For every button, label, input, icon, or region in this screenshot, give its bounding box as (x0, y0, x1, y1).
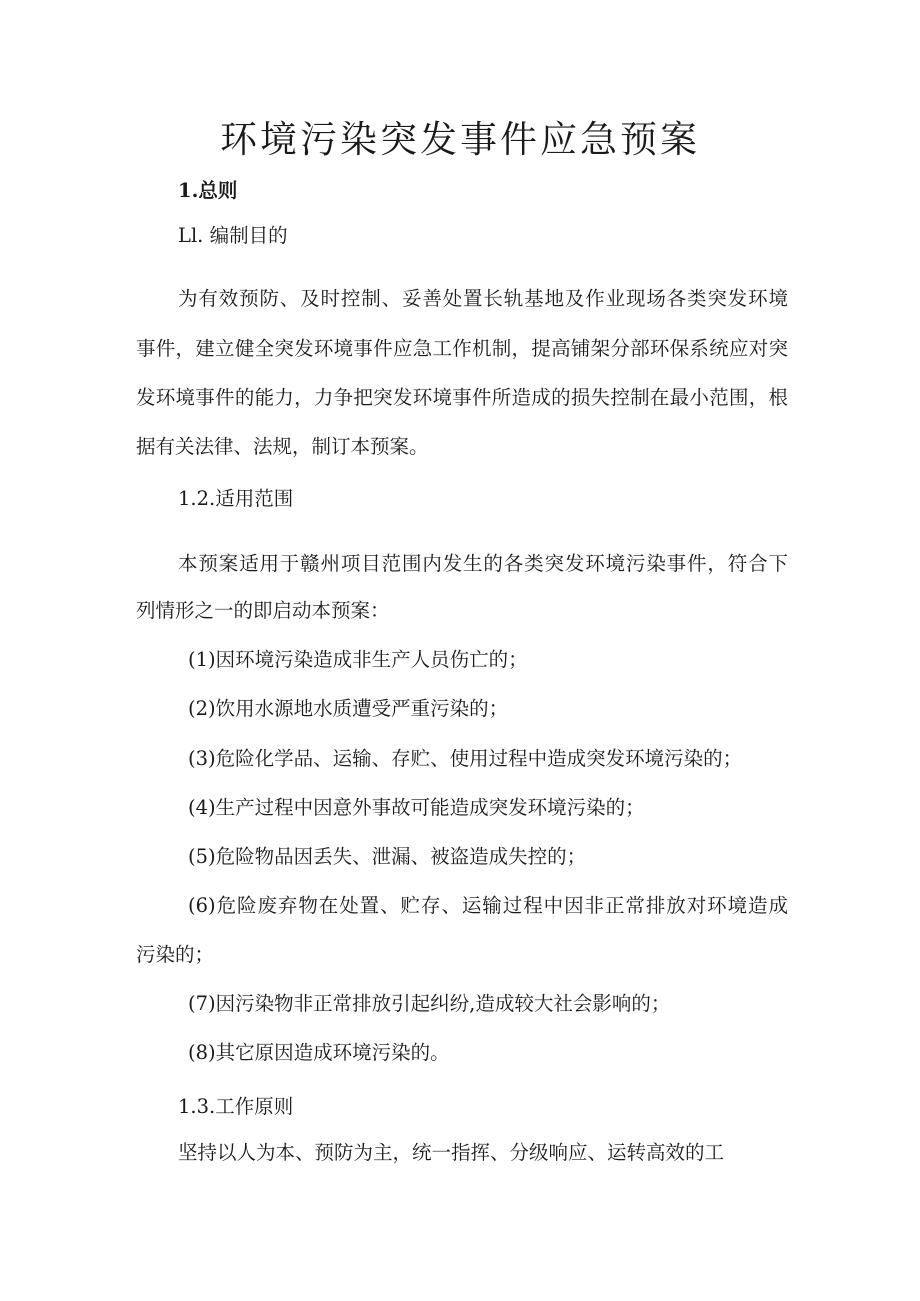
list-item: (8)其它原因造成环境污染的。 (188, 1041, 450, 1064)
heading-general: 1.总则 (178, 179, 238, 202)
heading-purpose: Ll. 编制目的 (178, 224, 288, 247)
list-item: (1)因环境污染造成非生产人员伤亡的； (188, 648, 528, 671)
list-item: (3)危险化学品、运输、存贮、使用过程中造成突发环境污染的； (188, 747, 743, 770)
list-item: (2)饮用水源地水质遭受严重污染的； (188, 697, 509, 720)
paragraph-principles-line: 坚持以人为本、预防为主，统一指挥、分级响应、运转高效的工 (178, 1141, 725, 1164)
list-item: (5)危险物品因丢失、泄漏、被盗造成失控的； (188, 845, 587, 868)
paragraph-purpose-line: 为有效预防、及时控制、妥善处置长轨基地及作业现场各类突发环境 (178, 287, 788, 310)
heading-scope: 1.2.适用范围 (178, 487, 294, 510)
list-item-continuation: 污染的； (136, 943, 215, 966)
list-item: (6)危险废弃物在处置、贮存、运输过程中因非正常排放对环境造成 (188, 894, 788, 917)
list-item: (7)因污染物非正常排放引起纠纷,造成较大社会影响的； (188, 992, 671, 1015)
paragraph-scope-line: 列情形之一的即启动本预案： (136, 599, 390, 622)
paragraph-scope-line: 本预案适用于赣州项目范围内发生的各类突发环境污染事件，符合下 (178, 552, 788, 575)
list-item: (4)生产过程中因意外事故可能造成突发环境污染的； (188, 796, 645, 819)
heading-principles: 1.3.工作原则 (178, 1095, 294, 1118)
paragraph-purpose-line: 据有关法律、法规，制订本预案。 (136, 435, 429, 458)
paragraph-purpose-line: 事件，建立健全突发环境事件应急工作机制，提高铺架分部环保系统应对突 (136, 337, 788, 360)
document-title: 环境污染突发事件应急预案 (220, 118, 700, 161)
paragraph-purpose-line: 发环境事件的能力，力争把突发环境事件所造成的损失控制在最小范围，根 (136, 386, 788, 409)
